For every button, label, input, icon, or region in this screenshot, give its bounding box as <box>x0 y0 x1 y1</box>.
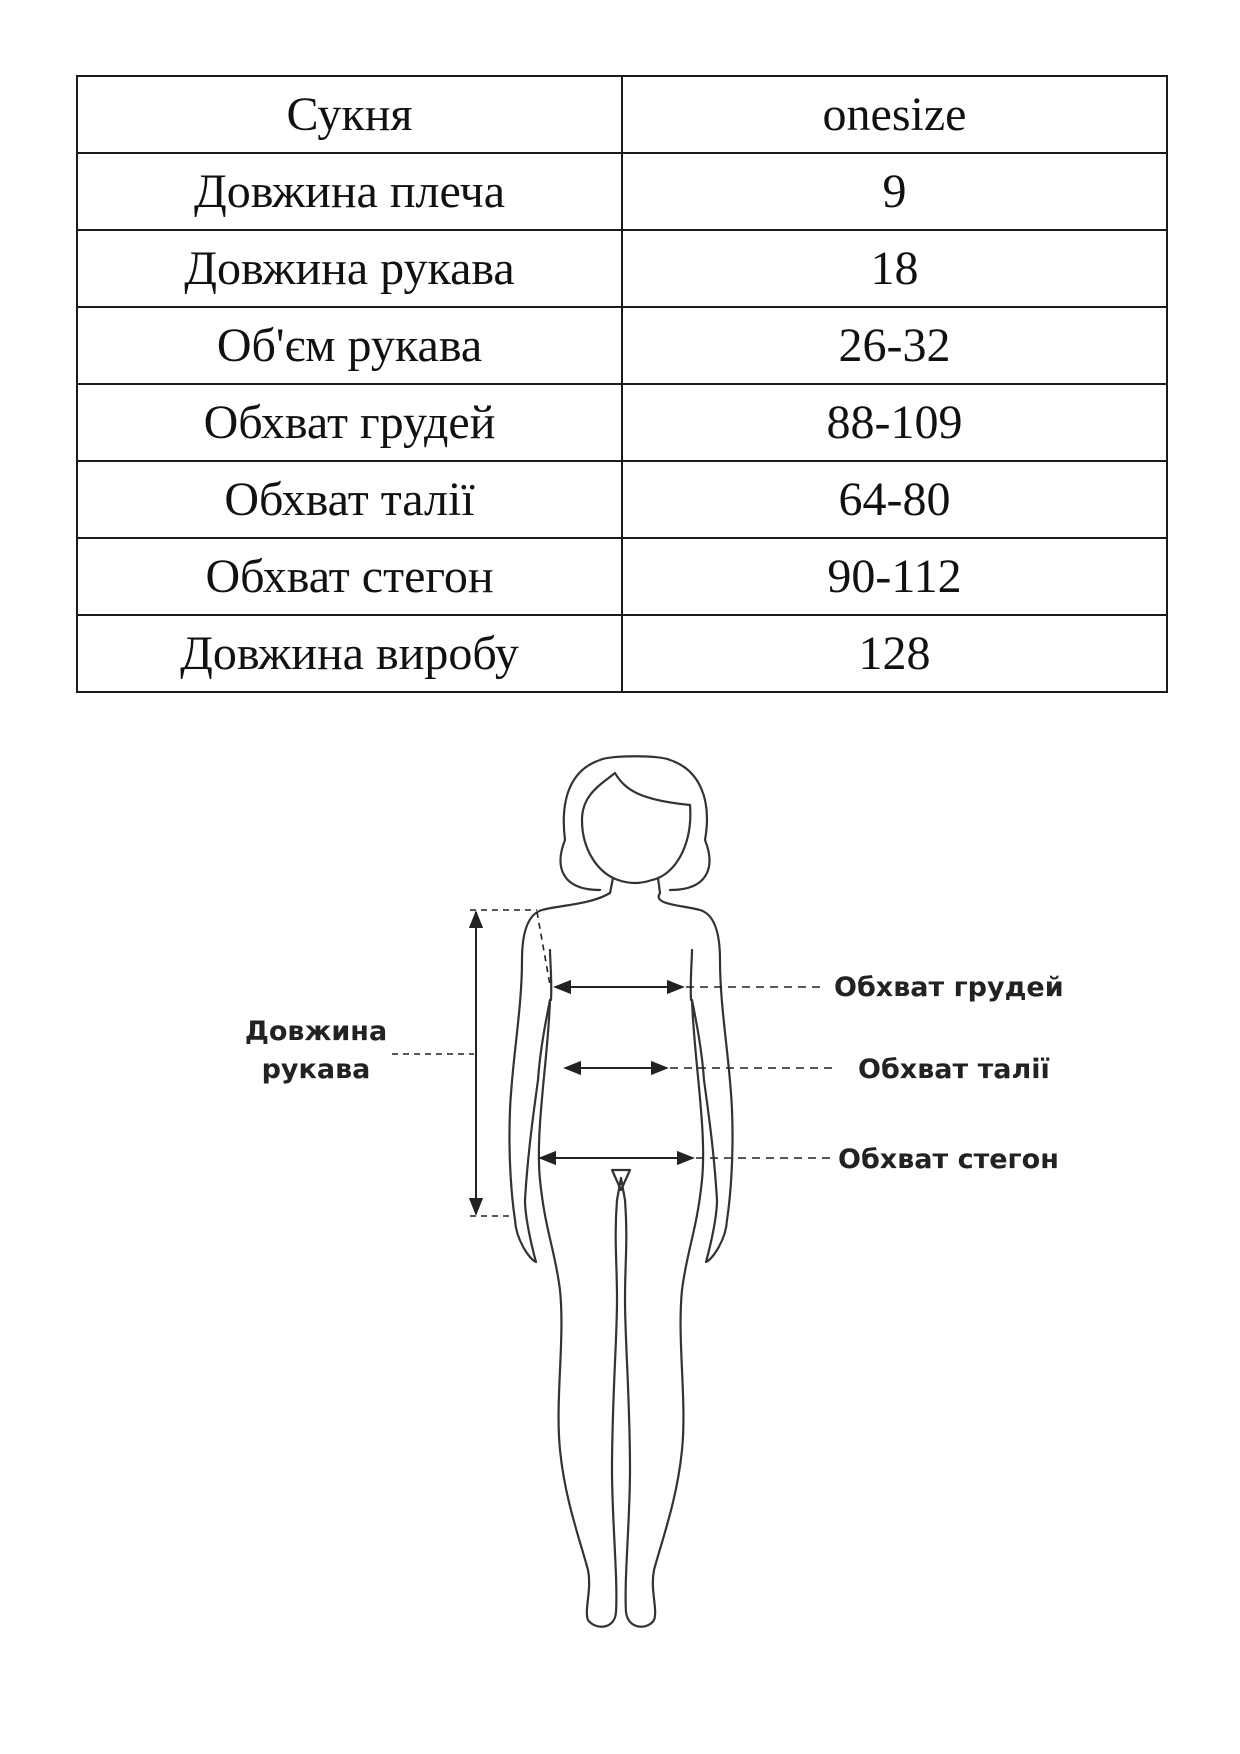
row-value: 90-112 <box>622 538 1167 615</box>
header-garment-cell: Сукня <box>77 76 622 153</box>
face-outline <box>582 773 690 883</box>
sleeve-shoulder-guide <box>537 912 550 985</box>
row-value: 26-32 <box>622 307 1167 384</box>
sleeve-label-line1: Довжина <box>244 1016 388 1047</box>
row-label: Обхват грудей <box>77 384 622 461</box>
row-label: Об'єм рукава <box>77 307 622 384</box>
waist-label: Обхват талії <box>858 1054 1050 1085</box>
row-label: Довжина виробу <box>77 615 622 692</box>
inner-arm-right <box>691 950 692 1000</box>
row-label: Обхват талії <box>77 461 622 538</box>
row-value: 64-80 <box>622 461 1167 538</box>
hips-label: Обхват стегон <box>838 1144 1059 1175</box>
body-outline <box>509 893 732 1627</box>
row-value: 128 <box>622 615 1167 692</box>
row-value: 88-109 <box>622 384 1167 461</box>
row-label: Обхват стегон <box>77 538 622 615</box>
sleeve-label-line2: рукава <box>261 1054 371 1085</box>
row-value: 9 <box>622 153 1167 230</box>
row-label: Довжина плеча <box>77 153 622 230</box>
inner-arm-left <box>550 950 551 1000</box>
row-value: 18 <box>622 230 1167 307</box>
chest-label: Обхват грудей <box>834 972 1064 1003</box>
header-size-cell: onesize <box>622 76 1167 153</box>
female-figure-outline <box>509 756 732 1626</box>
row-label: Довжина рукава <box>77 230 622 307</box>
